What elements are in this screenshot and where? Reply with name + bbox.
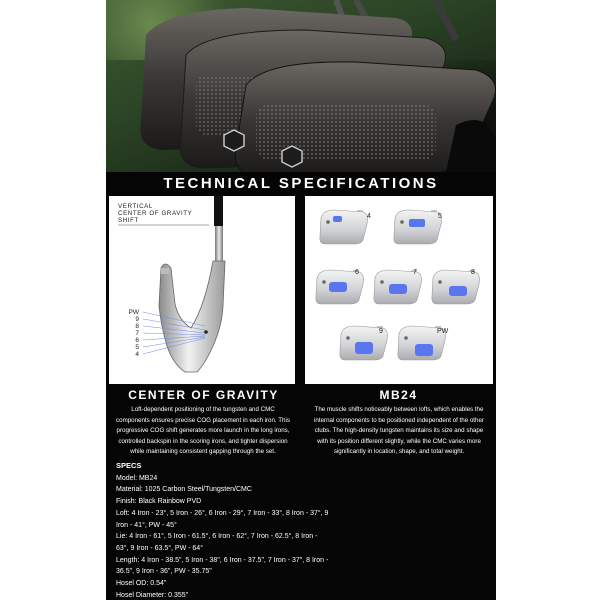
cog-heading-line-1: VERTICAL	[118, 203, 153, 210]
spec-line: Loft: 4 Iron - 23°, 5 Iron - 26°, 6 Iron - 29°, 7 Iron - 33°, 8 Iron - 37°, 9	[116, 509, 329, 517]
iron-label: 8	[471, 269, 475, 276]
specs-heading: SPECS	[116, 461, 142, 470]
spec-line: Hosel Diameter: 0.355"	[116, 591, 189, 599]
cog-description: Loft-dependent positioning of the tungsten and CMC components ensures precise COG placement in each iron. This progressive COG shift generates more launch in the long irons, controlled backspin in the scoring irons, and tighter dispersion while maintaining consistent gapping through the set.	[116, 406, 290, 456]
cog-point-icon	[204, 330, 208, 334]
iron-label: 7	[413, 269, 417, 276]
iron-label: 4	[367, 213, 371, 220]
cog-loft-label: 6	[135, 337, 139, 344]
specs-list	[116, 460, 486, 600]
mb24-irons-panel	[305, 196, 493, 384]
section-title: TECHNICAL SPECIFICATIONS	[163, 174, 439, 192]
cog-loft-label: 5	[135, 344, 139, 351]
cog-loft-label: 8	[135, 323, 139, 330]
cog-loft-label: PW	[128, 309, 139, 316]
cog-loft-label: 4	[135, 351, 139, 358]
cog-heading-line-2: CENTER OF GRAVITY	[118, 210, 193, 217]
cog-loft-label: 7	[135, 330, 139, 337]
spec-line: Finish: Black Rainbow PVD	[116, 498, 202, 506]
section-title-bar	[106, 172, 496, 194]
spec-line: Model: MB24	[116, 474, 158, 482]
iron-4-icon	[320, 210, 368, 244]
spec-line: Material: 1025 Carbon Steel/Tungsten/CMC	[116, 486, 252, 494]
spec-line: 36.5", 9 Iron - 36", PW - 35.75"	[116, 568, 212, 576]
mb24-description: The muscle shifts noticeably between lofts, which enables the internal components to be positioned independent of the other clubs. The high-density tungsten maintains its size and shape with its position different slightly, while the CMC varies more significantly in location, shape, and total weight.	[314, 406, 484, 456]
cog-caption: CENTER OF GRAVITY	[128, 388, 279, 402]
spec-line: Iron - 41°, PW - 45°	[116, 521, 177, 529]
iron-label: 6	[355, 269, 359, 276]
iron-5-icon	[394, 210, 442, 244]
cog-diagram-panel	[109, 196, 295, 384]
spec-line: Length: 4 Iron - 38.5", 5 Iron - 38", 6 Iron - 37.5", 7 Iron - 37", 8 Iron -	[116, 556, 329, 564]
iron-label: 5	[438, 213, 442, 220]
spec-line: 63°, 9 Iron - 63.5°, PW - 64°	[116, 544, 203, 552]
spec-line: Lie: 4 Iron - 61°, 5 Iron - 61.5°, 6 Iron - 62°, 7 Iron - 62.5°, 8 Iron -	[116, 533, 318, 541]
mb24-caption: MB24	[379, 388, 418, 402]
cog-heading-line-3: SHIFT	[118, 217, 139, 224]
hero-photo	[106, 0, 496, 172]
cog-loft-label: 9	[135, 316, 139, 323]
spec-line: Hosel OD: 0.54"	[116, 580, 167, 588]
iron-label: 9	[379, 328, 383, 335]
product-page	[106, 0, 496, 600]
iron-label: PW	[437, 328, 449, 335]
